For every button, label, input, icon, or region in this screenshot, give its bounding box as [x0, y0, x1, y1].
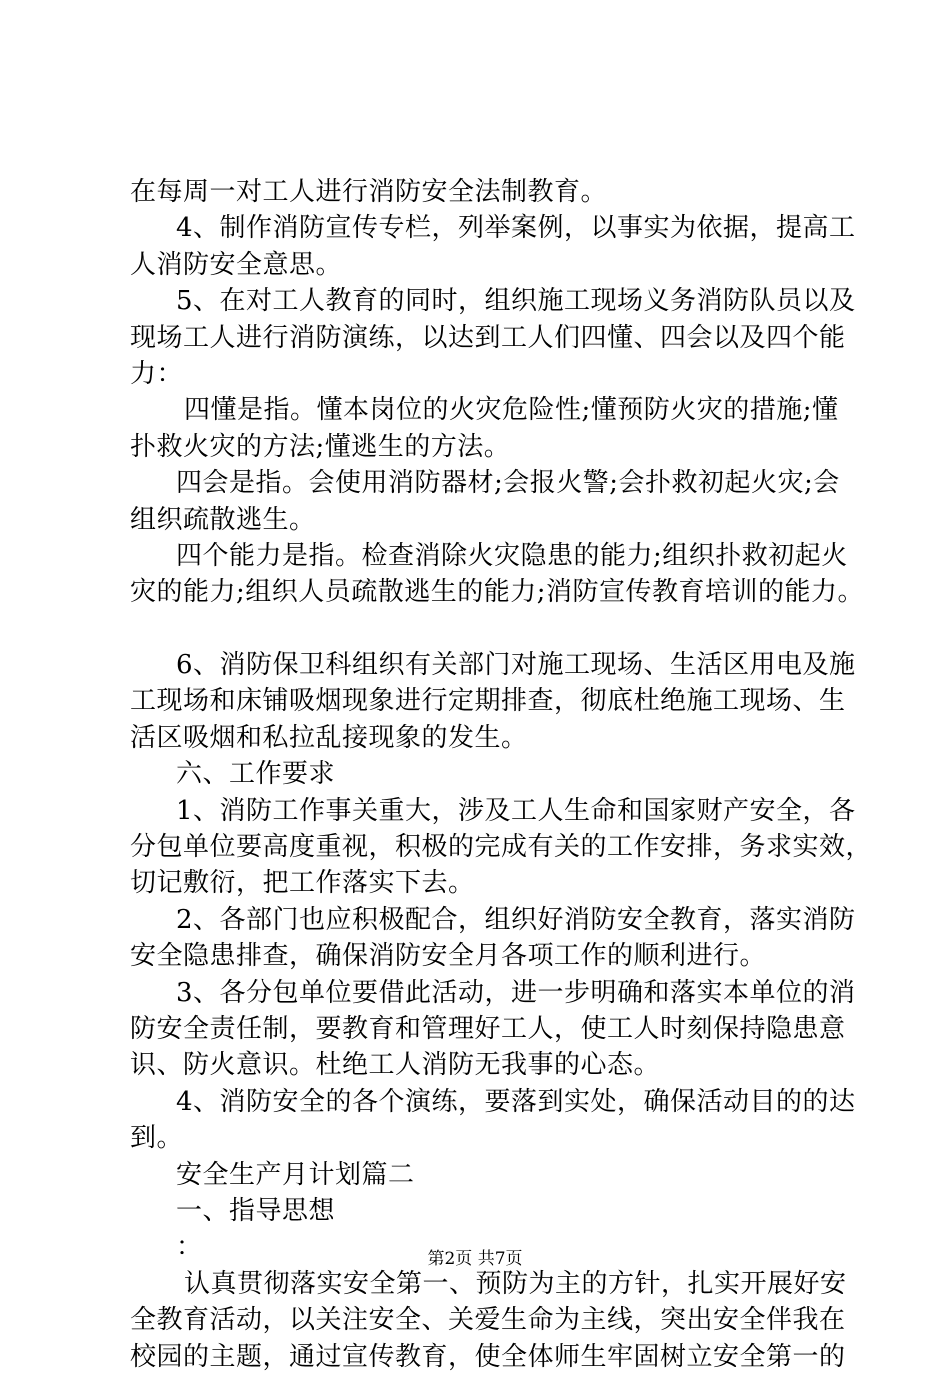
paragraph-line: 扑救火灾的方法;懂逃生的方法。 [130, 431, 511, 462]
paragraph-line: 安全隐患排查，确保消防安全月各项工作的顺利进行。 [130, 941, 767, 972]
paragraph-line: 切记敷衍，把工作落实下去。 [130, 868, 475, 899]
paragraph-line: 4、制作消防宣传专栏，列举案例，以事实为依据，提高工 [176, 213, 856, 244]
paragraph-line: 3、各分包单位要借此活动，进一步明确和落实本单位的消 [176, 977, 856, 1008]
paragraph-line: 认真贯彻落实安全第一、预防为主的方针，扎实开展好安 [184, 1268, 847, 1299]
paragraph-line: 分包单位要高度重视，积极的完成有关的工作安排，务求实效， [130, 832, 873, 863]
paragraph-line: 到。 [130, 1123, 184, 1154]
paragraph-line: 2、各部门也应积极配合，组织好消防安全教育，落实消防 [176, 904, 856, 935]
paragraph-line: 现场工人进行消防演练，以达到工人们四懂、四会以及四个能 [130, 322, 846, 353]
paragraph-line: 一、指导思想 [176, 1195, 336, 1226]
paragraph-line: 在每周一对工人进行消防安全法制教育。 [130, 177, 608, 207]
paragraph-line: 工现场和床铺吸烟现象进行定期排查，彻底杜绝施工现场、生 [130, 686, 846, 717]
paragraph-line: ： [176, 1232, 203, 1263]
paragraph-line: 六、工作要求 [176, 759, 336, 790]
paragraph-line: 4、消防安全的各个演练，要落到实处，确保活动目的的达 [176, 1086, 856, 1117]
paragraph-line: 安全生产月计划篇二 [176, 1159, 415, 1190]
paragraph-line: 全教育活动，以关注安全、关爱生命为主线，突出安全伴我在 [130, 1305, 846, 1336]
paragraph-line: 防安全责任制，要教育和管理好工人，使工人时刻保持隐患意 [130, 1013, 846, 1044]
paragraph-line: 校园的主题，通过宣传教育，使全体师生牢固树立安全第一的 [130, 1341, 846, 1372]
paragraph-line: 四会是指。会使用消防器材;会报火警;会扑救初起火灾;会 [176, 468, 840, 499]
body-text [130, 174, 873, 1375]
blank-line [130, 611, 850, 647]
paragraph-line: 力： [130, 358, 184, 389]
paragraph-line: 5、在对工人教育的同时，组织施工现场义务消防队员以及 [176, 286, 856, 317]
paragraph-line: 灾的能力;组织人员疏散逃生的能力;消防宣传教育培训的能力。 [130, 577, 865, 608]
paragraph-line: 四懂是指。懂本岗位的火灾危险性;懂预防火灾的措施;懂 [184, 395, 839, 426]
paragraph-line: 人消防安全意思。 [130, 249, 343, 280]
paragraph-line: 6、消防保卫科组织有关部门对施工现场、生活区用电及施 [176, 650, 856, 681]
paragraph-line: 组织疏散逃生。 [130, 504, 316, 535]
paragraph-line: 四个能力是指。检查消除火灾隐患的能力;组织扑救初起火 [176, 540, 848, 571]
paragraph-line: 活区吸烟和私拉乱接现象的发生。 [130, 722, 528, 753]
paragraph-line: 1、消防工作事关重大，涉及工人生命和国家财产安全，各 [176, 795, 856, 826]
paragraph-line: 识、防火意识。杜绝工人消防无我事的心态。 [130, 1050, 661, 1081]
page-number-footer: 第2页 共7页 [427, 1249, 523, 1269]
